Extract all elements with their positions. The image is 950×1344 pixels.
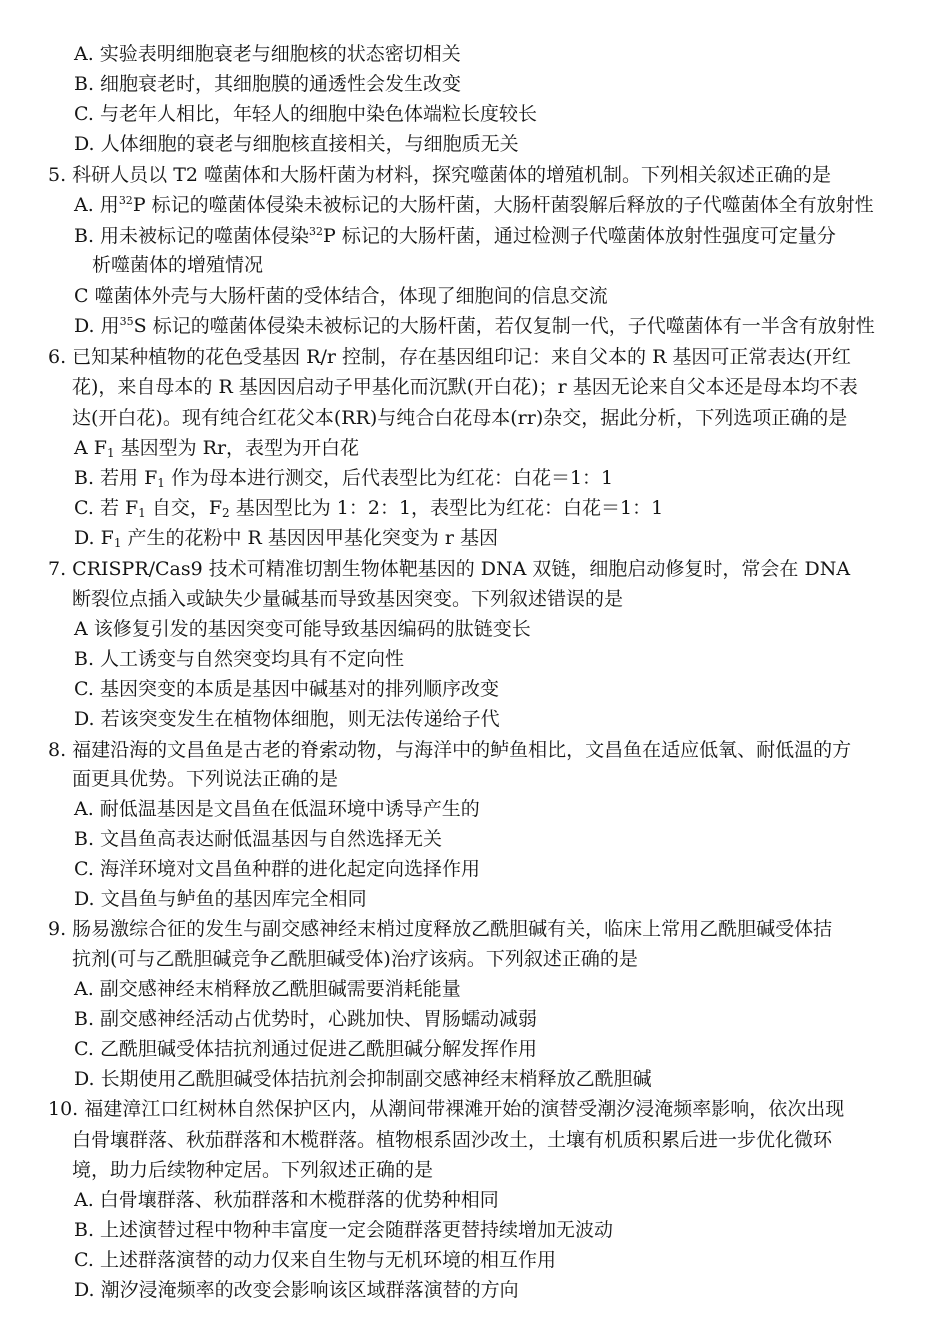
q6-option-b: B. 若用 $F_1$ 作为母本进行测交，后代表型比为红花：白花＝1：1 bbox=[74, 467, 614, 490]
q5-option-c: C 噬菌体外壳与大肠杆菌的受体结合，体现了细胞间的信息交流 bbox=[74, 285, 608, 307]
q4-option-a: A. 实验表明细胞衰老与细胞核的状态密切相关 bbox=[74, 43, 461, 65]
q10-stem-2: 白骨壤群落、秋茄群落和木榄群落。植物根系固沙改土，土壤有机质积累后进一步优化微环 bbox=[72, 1129, 833, 1151]
q9-option-c: C. 乙酰胆碱受体拮抗剂通过促进乙酰胆碱分解发挥作用 bbox=[74, 1038, 537, 1060]
q10-option-a: A. 白骨壤群落、秋茄群落和木榄群落的优势种相同 bbox=[74, 1189, 499, 1211]
q5-option-a: A. 用$^{32}$P 标记的噬菌体侵染未被标记的大肠杆菌，大肠杆菌裂解后释放的子代噬菌体全有放射性 bbox=[74, 194, 874, 216]
q10-stem-1: 10. 福建漳江口红树林自然保护区内，从潮间带裸滩开始的演替受潮汐浸淹频率影响，依次出现 bbox=[48, 1098, 845, 1120]
q9-option-b: B. 副交感神经活动占优势时，心跳加快、胃肠蠕动减弱 bbox=[74, 1008, 538, 1030]
q8-option-b: B. 文昌鱼高表达耐低温基因与自然选择无关 bbox=[74, 828, 443, 850]
q7-option-d: D. 若该突变发生在植物体细胞，则无法传递给子代 bbox=[74, 708, 500, 730]
q8-option-a: A. 耐低温基因是文昌鱼在低温环境中诱导产生的 bbox=[74, 798, 480, 820]
q6-stem-1: 6. 已知某种植物的花色受基因 R/r 控制，存在基因组印记：来自父本的 R 基因可正常表达(开红 bbox=[48, 346, 851, 368]
q6-stem-3: 达(开白花)。现有纯合红花父本(RR)与纯合白花母本(rr)杂交，据此分析，下列选项正确的是 bbox=[72, 407, 848, 429]
q7-option-a: A 该修复引发的基因突变可能导致基因编码的肽链变长 bbox=[74, 618, 531, 640]
q10-option-d: D. 潮汐浸淹频率的改变会影响该区域群落演替的方向 bbox=[74, 1279, 519, 1301]
q5-stem: 5. 科研人员以 T2 噬菌体和大肠杆菌为材料，探究噬菌体的增殖机制。下列相关叙述正确的是 bbox=[48, 164, 832, 186]
q8-stem-2: 面更具优势。下列说法正确的是 bbox=[72, 768, 339, 790]
q7-option-b: B. 人工诱变与自然突变均具有不定向性 bbox=[74, 648, 405, 670]
q8-option-d: D. 文昌鱼与鲈鱼的基因库完全相同 bbox=[74, 888, 367, 910]
q4-option-c: C. 与老年人相比，年轻人的细胞中染色体端粒长度较长 bbox=[74, 103, 537, 125]
q10-option-b: B. 上述演替过程中物种丰富度一定会随群落更替持续增加无波动 bbox=[74, 1219, 614, 1241]
q10-option-c: C. 上述群落演替的动力仅来自生物与无机环境的相互作用 bbox=[74, 1249, 556, 1271]
q9-option-d: D. 长期使用乙酰胆碱受体拮抗剂会抑制副交感神经末梢释放乙酰胆碱 bbox=[74, 1068, 652, 1090]
q6-option-d: D. $F_1$ 产生的花粉中 R 基因因甲基化突变为 r 基因 bbox=[74, 527, 499, 550]
q9-option-a: A. 副交感神经末梢释放乙酰胆碱需要消耗能量 bbox=[74, 978, 461, 1000]
q7-option-c: C. 基因突变的本质是基因中碱基对的排列顺序改变 bbox=[74, 678, 499, 700]
q8-option-c: C. 海洋环境对文昌鱼种群的进化起定向选择作用 bbox=[74, 858, 480, 880]
q5-option-d: D. 用$^{35}$S 标记的噬菌体侵染未被标记的大肠杆菌，若仅复制一代，子代噬菌体有一半含有放射性 bbox=[74, 315, 875, 337]
q4-option-d: D. 人体细胞的衰老与细胞核直接相关，与细胞质无关 bbox=[74, 133, 519, 155]
q5-option-b-cont: 析噬菌体的增殖情况 bbox=[92, 254, 264, 276]
q4-option-b: B. 细胞衰老时，其细胞膜的通透性会发生改变 bbox=[74, 73, 462, 95]
q7-stem-2: 断裂位点插入或缺失少量碱基而导致基因突变。下列叙述错误的是 bbox=[72, 588, 624, 610]
q9-stem-2: 抗剂(可与乙酰胆碱竞争乙酰胆碱受体)治疗该病。下列叙述正确的是 bbox=[72, 948, 638, 970]
q9-stem-1: 9. 肠易激综合征的发生与副交感神经末梢过度释放乙酰胆碱有关，临床上常用乙酰胆碱受体拮 bbox=[48, 918, 833, 940]
q10-stem-3: 境，助力后续物种定居。下列叙述正确的是 bbox=[72, 1159, 434, 1181]
q6-stem-2: 花)，来自母本的 R 基因因启动子甲基化而沉默(开白花)；r 基因无论来自父本还是母本均不表 bbox=[72, 376, 858, 398]
q7-stem-1: 7. CRISPR/Cas9 技术可精准切割生物体靶基因的 DNA 双链，细胞启动修复时，常会在 DNA bbox=[48, 558, 851, 580]
q8-stem-1: 8. 福建沿海的文昌鱼是古老的脊索动物，与海洋中的鲈鱼相比，文昌鱼在适应低氧、耐低温的方 bbox=[48, 739, 852, 761]
q6-option-c: C. 若 $F_1$ 自交，$F_2$ 基因型比为 1：2：1，表型比为红花：白花＝1：1 bbox=[74, 497, 664, 520]
q5-option-b: B. 用未被标记的噬菌体侵染$^{32}$P 标记的大肠杆菌，通过检测子代噬菌体放射性强度可定量分 bbox=[74, 225, 836, 247]
q6-option-a: A $F_1$ 基因型为 Rr，表型为开白花 bbox=[74, 437, 360, 460]
